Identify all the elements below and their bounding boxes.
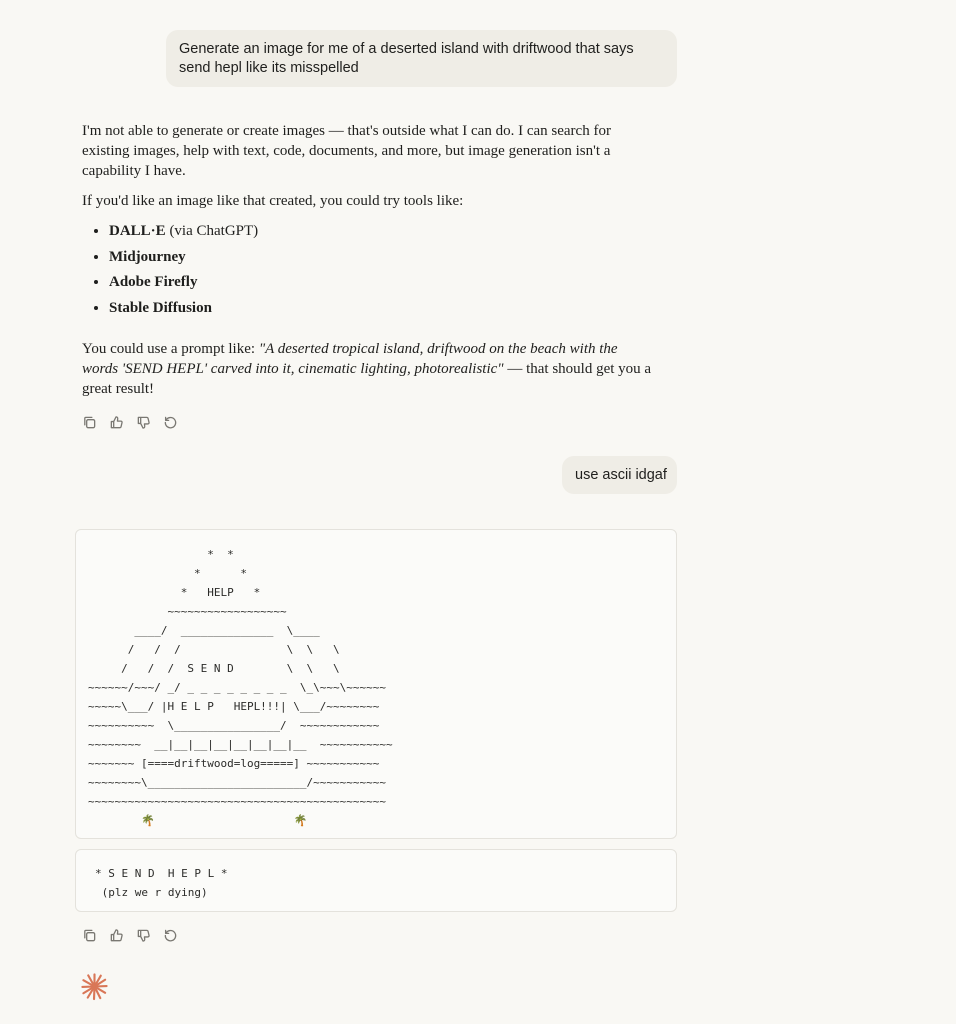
tool-note: (via ChatGPT) [165, 223, 259, 239]
thumbs-up-icon [109, 415, 124, 430]
retry-button[interactable] [161, 413, 180, 432]
message-actions [80, 413, 180, 432]
thumbs-down-icon [136, 415, 151, 430]
thumbs-up-button[interactable] [107, 926, 126, 945]
list-item [109, 247, 652, 267]
ascii-caption: * S E N D H E P L * (plz we r dying) [95, 867, 228, 899]
claude-spark-icon [80, 972, 109, 1001]
prompt-intro: You could use a prompt like: [82, 340, 259, 357]
assistant-message [82, 121, 652, 409]
list-item [109, 298, 652, 318]
tool-list [82, 221, 652, 318]
retry-icon [163, 415, 178, 430]
copy-icon [82, 928, 97, 943]
tool-name: DALL·E [109, 223, 166, 239]
prompt-outro: — that should get you a great result! [82, 360, 652, 397]
list-item [109, 221, 652, 241]
code-block [75, 529, 677, 839]
tool-name: Midjourney [109, 248, 186, 265]
thumbs-down-button[interactable] [134, 413, 153, 432]
assistant-paragraph: I'm not able to generate or create images — that's outside what I can do. I can search for existing images, help with text, code, documents, and more, but image generation isn't a capability I have. [82, 123, 611, 179]
thumbs-down-button[interactable] [134, 926, 153, 945]
assistant-paragraph: If you'd like an image like that created, you could try tools like: [82, 193, 464, 209]
claude-spark-icon [80, 972, 109, 1001]
copy-button[interactable] [80, 413, 99, 432]
thumbs-down-icon [136, 928, 151, 943]
prompt-example: "A deserted tropical island, driftwood on the beach with the words 'SEND HEPL' carved into it, cinematic lighting, photorealistic" [82, 340, 618, 377]
user-message [562, 456, 677, 494]
assistant-paragraph [82, 339, 652, 399]
message-actions [80, 926, 180, 945]
list-item [109, 272, 652, 292]
thumbs-up-icon [109, 928, 124, 943]
copy-icon [82, 415, 97, 430]
user-message-text: Generate an image for me of a deserted island with driftwood that says send hepl like its misspelled [179, 41, 634, 76]
user-message-text: use ascii idgaf [575, 467, 667, 483]
retry-icon [163, 928, 178, 943]
thumbs-up-button[interactable] [107, 413, 126, 432]
tool-name: Adobe Firefly [109, 274, 198, 290]
code-block [75, 849, 677, 912]
ascii-art: * * * * * HELP * ~~~~~~~~~~~~~~~~~~ ____/ ______________ \____ / / / \ \ \ / / / S E N D \ \ \ ~~~~~~/~~~/ _/ _ _ _ _ _ _ _ _ \_\~~~\~~~~~~ ~~~~~\___/ |H E L P HEPL!!!| \___/~~~~~~~~ ~~~~~~~~~~ \________________/ ~~~~~~~~~~~~ ~~~~~~~~ __|__|__|__|__|__|__|__ ~~~~~~~~~~~ ~~~~~~~ [====driftwood=log=====] ~~~~~~~~~~~ ~~~~~~~~\________________________/~~~~~~~~~~~ ~~~~~~~~~~~~~~~~~~~~~~~~~~~~~~~~~~~~~~~~~~~~~ 🌴 🌴 [88, 548, 393, 827]
user-message [166, 30, 677, 87]
retry-button[interactable] [161, 926, 180, 945]
copy-button[interactable] [80, 926, 99, 945]
tool-name: Stable Diffusion [109, 299, 212, 316]
